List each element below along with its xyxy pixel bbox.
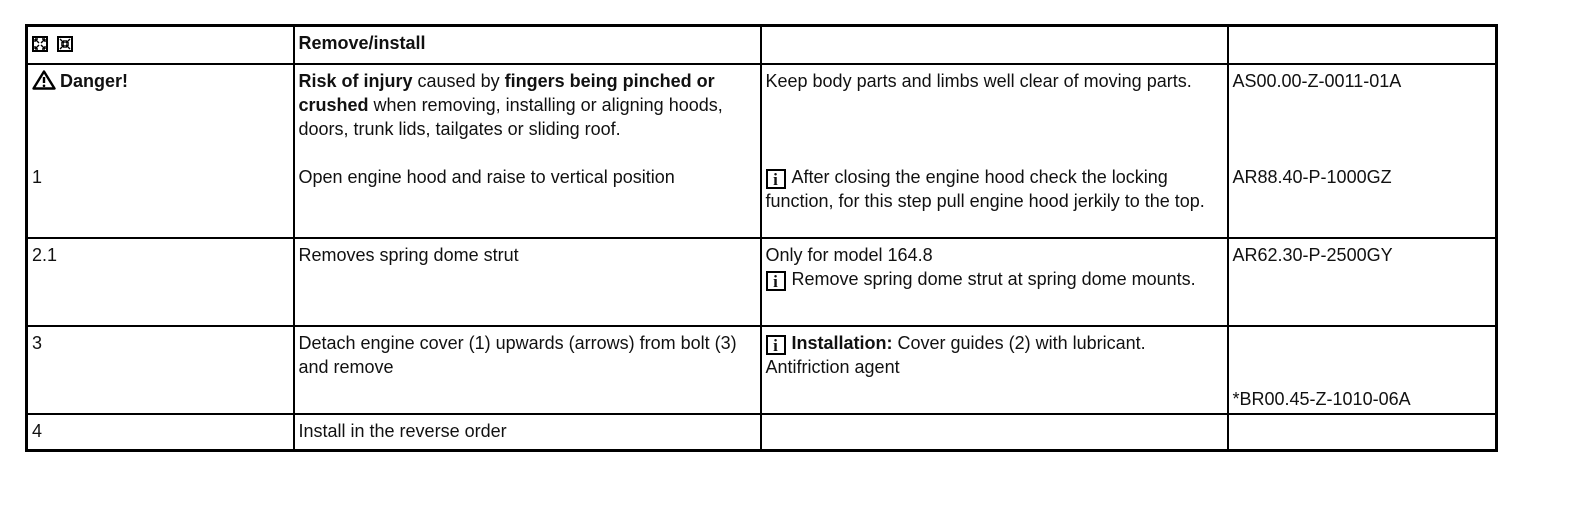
- danger-label-cell: [27, 64, 294, 161]
- risk-rest: when removing, installing or aligning hoods, doors, trunk lids, tailgates or sliding roof.: [298, 95, 723, 139]
- step-row-2-1: [27, 238, 1497, 326]
- header-icons-cell: [27, 26, 294, 65]
- step-4-text: Install in the reverse order: [294, 414, 761, 451]
- info-icon: i: [766, 335, 786, 355]
- risk-bold: Risk of injury: [298, 71, 413, 91]
- step-3-number: 3: [27, 326, 294, 414]
- step-3-note-post: Antifriction agent: [765, 357, 900, 377]
- step-2-1-note-cell: [761, 238, 1228, 326]
- step-3-note-cell: [761, 326, 1228, 414]
- step-1-note-cell: [761, 161, 1228, 238]
- warning-triangle-icon: [32, 70, 56, 96]
- step-3-code[interactable]: *BR00.45-Z-1010-06A: [1228, 326, 1497, 414]
- header-empty-4: [1228, 26, 1497, 65]
- header-title: Remove/install: [294, 26, 761, 65]
- risk-mid: caused by: [412, 71, 505, 91]
- header-row: [27, 26, 1497, 65]
- step-4-number: 4: [27, 414, 294, 451]
- header-empty-3: [761, 26, 1228, 65]
- info-icon: i: [766, 271, 786, 291]
- step-1-note: After closing the engine hood check the locking function, for this step pull engine hood jerkily to the top.: [765, 167, 1205, 211]
- step-1-code[interactable]: AR88.40-P-1000GZ: [1228, 161, 1497, 238]
- step-2-1-note: Remove spring dome strut at spring dome mounts.: [791, 269, 1196, 289]
- step-1-text: Open engine hood and raise to vertical position: [294, 161, 761, 238]
- step-2-1-number: 2.1: [27, 238, 294, 326]
- step-3-note-bold: Installation:: [791, 333, 893, 353]
- expand-icon[interactable]: [32, 36, 48, 52]
- danger-label: Danger!: [60, 71, 129, 91]
- step-3-note: Cover guides (2) with lubricant.: [892, 333, 1146, 353]
- danger-remedy: Keep body parts and limbs well clear of moving parts.: [761, 64, 1228, 161]
- step-1-number: 1: [27, 161, 294, 238]
- step-4-empty-4: [1228, 414, 1497, 451]
- procedure-table: [25, 24, 1498, 452]
- step-row-3: [27, 326, 1497, 414]
- danger-risk-cell: [294, 64, 761, 161]
- risk-bold-2: fingers being pinched or crushed: [298, 71, 715, 115]
- step-4-empty-3: [761, 414, 1228, 451]
- step-3-text: Detach engine cover (1) upwards (arrows) from bolt (3) and remove: [294, 326, 761, 414]
- step-2-1-text: Removes spring dome strut: [294, 238, 761, 326]
- info-icon: i: [766, 169, 786, 189]
- step-row-4: [27, 414, 1497, 451]
- danger-row: [27, 64, 1497, 161]
- danger-code[interactable]: AS00.00-Z-0011-01A: [1228, 64, 1497, 161]
- step-2-1-code[interactable]: AR62.30-P-2500GY: [1228, 238, 1497, 326]
- collapse-icon[interactable]: [57, 36, 73, 52]
- step-row-1: [27, 161, 1497, 238]
- step-2-1-note-pre: Only for model 164.8: [765, 245, 933, 265]
